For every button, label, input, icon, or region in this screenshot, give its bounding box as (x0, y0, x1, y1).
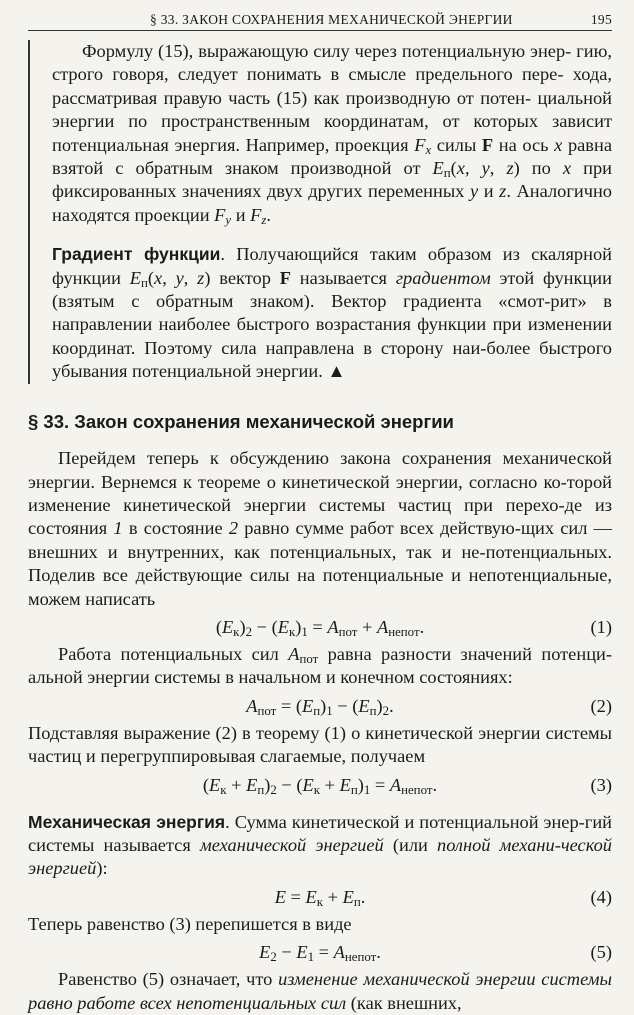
remark-paragraph-2: Градиент функции. Получающийся таким образом из скалярной функции $E_п(x$, y, z) вектор F называется градиентом этой функции (взятым с обратным знаком). Вектор градиента «смот-рит» в направлении наиболее быстрого возрастания функции при изменении координат. Поэтому сила направлена в сторону наи-более быстрого убывания потенциальной энергии. ▲ (52, 244, 612, 382)
remark-paragraph-1: Формулу (15), выражающую силу через потенциальную энер- гию, строго говоря, следует понимать в смысле предельного пере- хода, рассматривая правую часть (15) как производную от потен- циальной энергии по пространственным координатам, от которых зависит потенциальная энергия. Например, проекция $F_x$ силы F на ось x равна взятой с обратным знаком производной от $E_п(x$, y, z) по x при фиксированных значениях двух других переменных y и z. Аналогично находятся проекции $F_y$ и $F_z$. (52, 41, 613, 228)
equation-5: $E_2 - E_1 = A_{непот}$. (5) (28, 939, 612, 965)
paragraph-conclusion: Равенство (5) означает, что изменение механической энергии системы равно работе всех непотенциальных сил (как внешних, (28, 969, 612, 1013)
remark-block (28, 40, 612, 384)
equation-number: (4) (590, 886, 612, 907)
equation-4: $E = E_к + E_п$. (4) (28, 884, 612, 910)
running-title: § 33. ЗАКОН СОХРАНЕНИЯ МЕХАНИЧЕСКОЙ ЭНЕРГИИ (150, 12, 513, 27)
page-number: 195 (590, 12, 612, 27)
equation-1: $(E_к)_2 - (E_к)_1 = A_{пот} + A_{непот}$. (1) (28, 614, 612, 640)
term-gradient: Градиент функции (52, 244, 221, 265)
section-title: § 33. Закон сохранения механической энергии (28, 410, 454, 432)
header-rule (28, 30, 612, 31)
paragraph-intro: Перейдем теперь к обсуждению закона сохранения механической энергии. Вернемся к теореме о кинетической энергии, согласно ко-торой изменение кинетической энергии системы частиц при перехо-де из состояния 1 в состояние 2 равно сумме работ всех действую-щих сил — внешних и внутренних, как потенциальных, так и не-потенциальных. Поделив все действующие силы на потенциальные и непотенциальные, можем написать (28, 448, 612, 609)
page-body (28, 40, 612, 1015)
equation-3: $(E_к + E_п)_2 - (E_к + E_п)_1 = A_{непот}$. (3) (28, 772, 612, 798)
equation-number: (5) (590, 942, 612, 963)
paragraph-substitution: Подставляя выражение (2) в теорему (1) о кинетической энергии системы частиц и перегруппировывая слагаемые, получаем (28, 722, 612, 767)
paragraph-mechanical-energy: Механическая энергия. Сумма кинетической и потенциальной энер-гий системы называется механической энергией (или полной механи-ческой энергией): (28, 811, 613, 879)
equation-2: $A_{пот} = (E_п)_1 - (E_п)_2$. (2) (28, 693, 612, 719)
paragraph-rewrite: Теперь равенство (3) перепишется в виде (28, 913, 352, 934)
term-mechanical-energy: Механическая энергия (28, 811, 226, 832)
running-head (150, 8, 612, 31)
paragraph-potential-work: Работа потенциальных сил $A_{пот}$ равна разности значений потенци-альной энергии системы в начальном и конечном состояниях: (28, 643, 612, 688)
equation-number: (2) (590, 695, 612, 716)
equation-number: (3) (590, 774, 612, 795)
equation-number: (1) (590, 616, 612, 637)
